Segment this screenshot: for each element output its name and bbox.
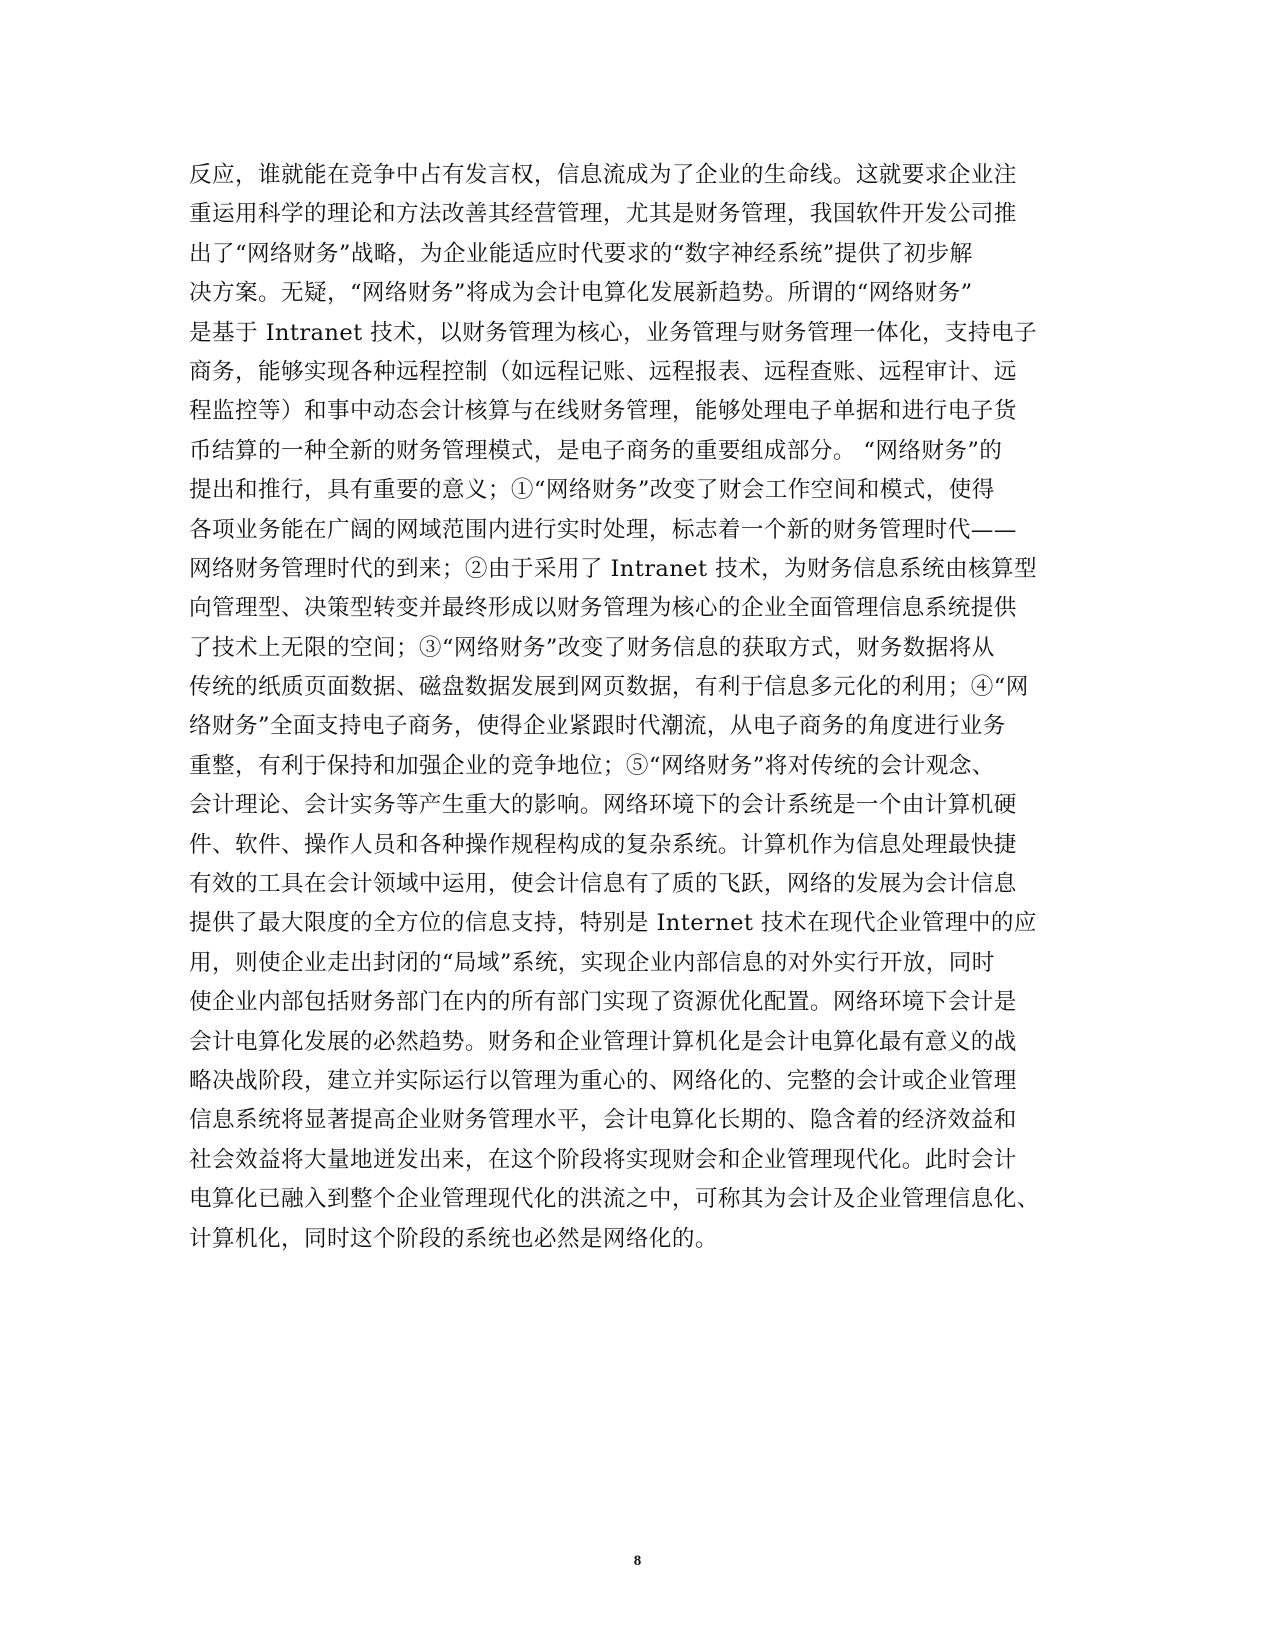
text-line: 信息系统将显著提高企业财务管理水平，会计电算化长期的、隐含着的经济效益和 xyxy=(189,1107,1017,1134)
text-line: 有效的工具在会计领域中运用，使会计信息有了质的飞跃，网络的发展为会计信息 xyxy=(189,871,1017,898)
text-line: 反应，谁就能在竞争中占有发言权，信息流成为了企业的生命线。这就要求企业注 xyxy=(189,162,1017,188)
text-line: 向管理型、决策型转变并最终形成以财务管理为核心的企业全面管理信息系统提供 xyxy=(189,595,1017,622)
text-line: 各项业务能在广阔的网域范围内进行实时处理，标志着一个新的财务管理时代—— xyxy=(189,516,1017,543)
text-line: 计算机化，同时这个阶段的系统也必然是网络化的。 xyxy=(189,1225,718,1252)
text-line: 商务，能够实现各种远程控制（如远程记账、远程报表、远程查账、远程审计、远 xyxy=(189,358,1017,385)
text-line: 会计电算化发展的必然趋势。财务和企业管理计算机化是会计电算化最有意义的战 xyxy=(189,1028,1017,1055)
text-line: 会计理论、会计实务等产生重大的影响。网络环境下的会计系统是一个由计算机硬 xyxy=(189,792,1017,819)
text-line: 提供了最大限度的全方位的信息支持，特别是 Internet 技术在现代企业管理中的应 xyxy=(189,910,1037,937)
text-line: 使企业内部包括财务部门在内的所有部门实现了资源优化配置。网络环境下会计是 xyxy=(189,989,1017,1016)
body-paragraph xyxy=(189,156,1089,1259)
text-line: 提出和推行，具有重要的意义；①“网络财务”改变了财会工作空间和模式，使得 xyxy=(189,477,995,504)
text-line: 是基于 Intranet 技术，以财务管理为核心，业务管理与财务管理一体化，支持电子 xyxy=(189,319,1037,346)
text-line: 重运用科学的理论和方法改善其经营管理，尤其是财务管理，我国软件开发公司推 xyxy=(189,201,1017,228)
text-line: 社会效益将大量地迸发出来，在这个阶段将实现财会和企业管理现代化。此时会计 xyxy=(189,1146,1017,1173)
text-line: 重整，有利于保持和加强企业的竞争地位；⑤“网络财务”将对传统的会计观念、 xyxy=(189,752,995,779)
text-line: 程监控等）和事中动态会计核算与在线财务管理，能够处理电子单据和进行电子货 xyxy=(189,398,1017,425)
text-line: 决方案。无疑，“网络财务”将成为会计电算化发展新趋势。所谓的“网络财务” xyxy=(189,280,973,307)
text-line: 出了“网络财务”战略，为企业能适应时代要求的“数字神经系统”提供了初步解 xyxy=(189,240,973,267)
text-line: 件、软件、操作人员和各种操作规程构成的复杂系统。计算机作为信息处理最快捷 xyxy=(189,831,1017,858)
text-line: 网络财务管理时代的到来；②由于采用了 Intranet 技术，为财务信息系统由核算型 xyxy=(189,555,1037,582)
text-line: 用，则使企业走出封闭的“局域”系统，实现企业内部信息的对外实行开放，同时 xyxy=(189,949,995,976)
text-line: 略决战阶段，建立并实际运行以管理为重心的、网络化的、完整的会计或企业管理 xyxy=(189,1067,1017,1094)
text-line: 络财务”全面支持电子商务，使得企业紧跟时代潮流，从电子商务的角度进行业务 xyxy=(189,713,1006,740)
text-line: 币结算的一种全新的财务管理模式，是电子商务的重要组成部分。 “网络财务”的 xyxy=(189,437,1003,464)
text-line: 传统的纸质页面数据、磁盘数据发展到网页数据，有利于信息多元化的利用；④“网 xyxy=(189,674,1029,701)
text-line: 电算化已融入到整个企业管理现代化的洪流之中，可称其为会计及企业管理信息化、 xyxy=(189,1186,1040,1213)
text-line: 了技术上无限的空间；③“网络财务”改变了财务信息的获取方式，财务数据将从 xyxy=(189,634,995,661)
page-number: 8 xyxy=(633,1553,642,1569)
